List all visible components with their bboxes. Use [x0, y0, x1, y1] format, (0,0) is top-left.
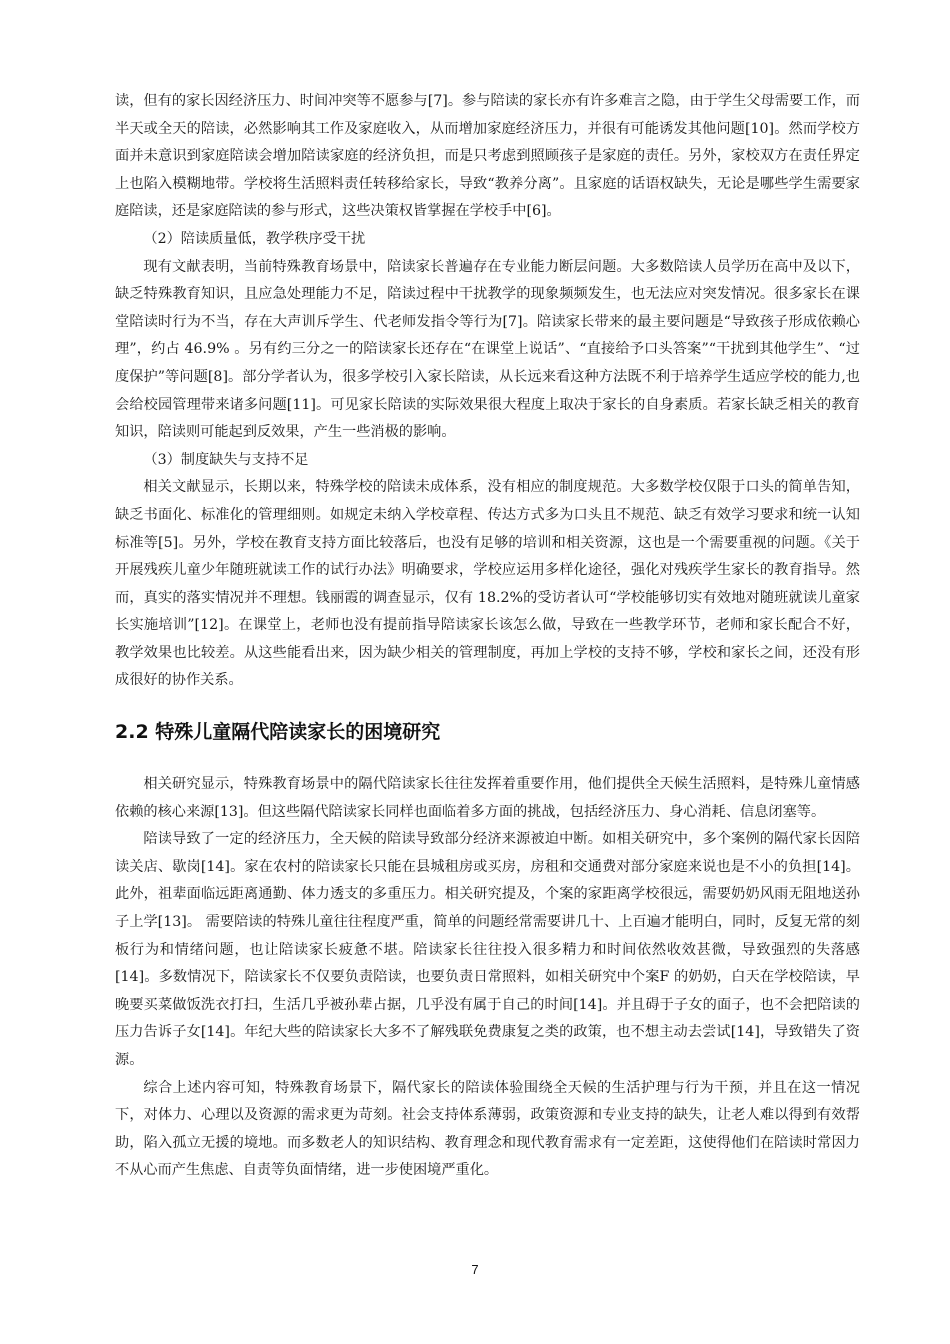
paragraph: 相关文献显示，长期以来，特殊学校的陪读未成体系，没有相应的制度规范。大多数学校仅限于口头的简单告知，缺乏书面化、标准化的管理细则。如规定未纳入学校章程、传达方式多为口头且不规范、缺乏有效学习要求和统一认知标准等[5]。另外，学校在教育支持方面比较落后，也没有足够的培训和相关资源，这也是一个需要重视的问题。《关于开展残疾儿童少年随班就读工作的试行办法》明确要求，学校应运用多样化途径，强化对残疾学生家长的教育指导。然而，真实的落实情况并不理想。钱丽霞的调查显示，仅有 18.2%的受访者认可“学校能够切实有效地对随班就读儿童家长实施培训”[12]。在课堂上，老师也没有提前指导陪读家长该怎么做，导致在一些教学环节，老师和家长配合不好，教学效果也比较差。从这些能看出来，因为缺少相关的管理制度，再加上学校的支持不够，学校和家长之间，还没有形成很好的协作关系。 [115, 479, 860, 689]
paragraph: 相关研究显示，特殊教育场景中的隔代陪读家长往往发挥着重要作用，他们提供全天候生活照料，是特殊儿童情感依赖的核心来源[13]。但这些隔代陪读家长同样也面临着多方面的挑战，包括经济压力、身心消耗、信息闭塞等。 [115, 776, 860, 820]
body-text [115, 88, 860, 1185]
subheading-2: （2）陪读质量低，教学秩序受干扰 [143, 230, 366, 247]
subheading-3: （3）制度缺失与支持不足 [143, 451, 309, 468]
section-heading: 2.2 特殊儿童隔代陪读家长的困境研究 [115, 721, 441, 744]
paragraph: 现有文献表明，当前特殊教育场景中，陪读家长普遍存在专业能力断层问题。大多数陪读人员学历在高中及以下，缺乏特殊教育知识，且应急处理能力不足，陪读过程中干扰教学的现象频频发生，也无法应对突发情况。很多家长在课堂陪读时行为不当，存在大声训斥学生、代老师发指令等行为[7]。陪读家长带来的最主要问题是“导致孩子形成依赖心理”，约占 46.9% 。另有约三分之一的陪读家长还存在“在课堂上说话”、“直接给予口头答案”“干扰到其他学生”、“过度保护”等问题[8]。部分学者认为，很多学校引入家长陪读，从长远来看这种方法既不利于培养学生适应学校的能力,也会给校园管理带来诸多问题[11]。可见家长陪读的实际效果很大程度上取决于家长的自身素质。若家长缺乏相关的教育知识，陪读则可能起到反效果，产生一些消极的影响。 [115, 258, 860, 441]
paragraph: 综合上述内容可知，特殊教育场景下，隔代家长的陪读体验围绕全天候的生活护理与行为干预，并且在这一情况下，对体力、心理以及资源的需求更为苛刻。社会支持体系薄弱，政策资源和专业支持的缺失，让老人难以得到有效帮助，陷入孤立无援的境地。而多数老人的知识结构、教育理念和现代教育需求有一定差距，这使得他们在陪读时常因力不从心而产生焦虑、自责等负面情绪，进一步使困境严重化。 [115, 1079, 860, 1179]
paragraph: 陪读导致了一定的经济压力，全天候的陪读导致部分经济来源被迫中断。如相关研究中，多个案例的隔代家长因陪读关店、歇岗[14]。家在农村的陪读家长只能在县城租房或买房，房租和交通费对部分家庭来说也是不小的负担[14]。此外，祖辈面临远距离通勤、体力透支的多重压力。相关研究提及，个案的家距离学校很远，需要奶奶风雨无阻地送孙子上学[13]。 需要陪读的特殊儿童往往程度严重，简单的问题经常需要讲几十、上百遍才能明白，同时，反复无常的刻板行为和情绪问题，也让陪读家长疲惫不堪。陪读家长往往投入很多精力和时间依然收效甚微，导致强烈的失落感[14]。多数情况下，陪读家长不仅要负责陪读，也要负责日常照料，如相关研究中个案F 的奶奶，白天在学校陪读，早晚要买菜做饭洗衣打扫，生活几乎被孙辈占据，几乎没有属于自己的时间[14]。并且碍于子女的面子，也不会把陪读的压力告诉子女[14]。年纪大些的陪读家长大多不了解残联免费康复之类的政策，也不想主动去尝试[14]，导致错失了资源。 [115, 831, 860, 1068]
page-number: 7 [471, 1262, 479, 1277]
paragraph-continuation: 读，但有的家长因经济压力、时间冲突等不愿参与[7]。参与陪读的家长亦有许多难言之隐，由于学生父母需要工作，而半天或全天的陪读，必然影响其工作及家庭收入，从而增加家庭经济压力，并很有可能诱发其他问题[10]。然而学校方面并未意识到家庭陪读会增加陪读家庭的经济负担，而是只考虑到照顾孩子是家庭的责任。另外，家校双方在责任界定上也陷入模糊地带。学校将生活照料责任转移给家长，导致“教养分离”。且家庭的话语权缺失，无论是哪些学生需要家庭陪读，还是家庭陪读的参与形式，这些决策权皆掌握在学校手中[6]。 [115, 93, 860, 220]
